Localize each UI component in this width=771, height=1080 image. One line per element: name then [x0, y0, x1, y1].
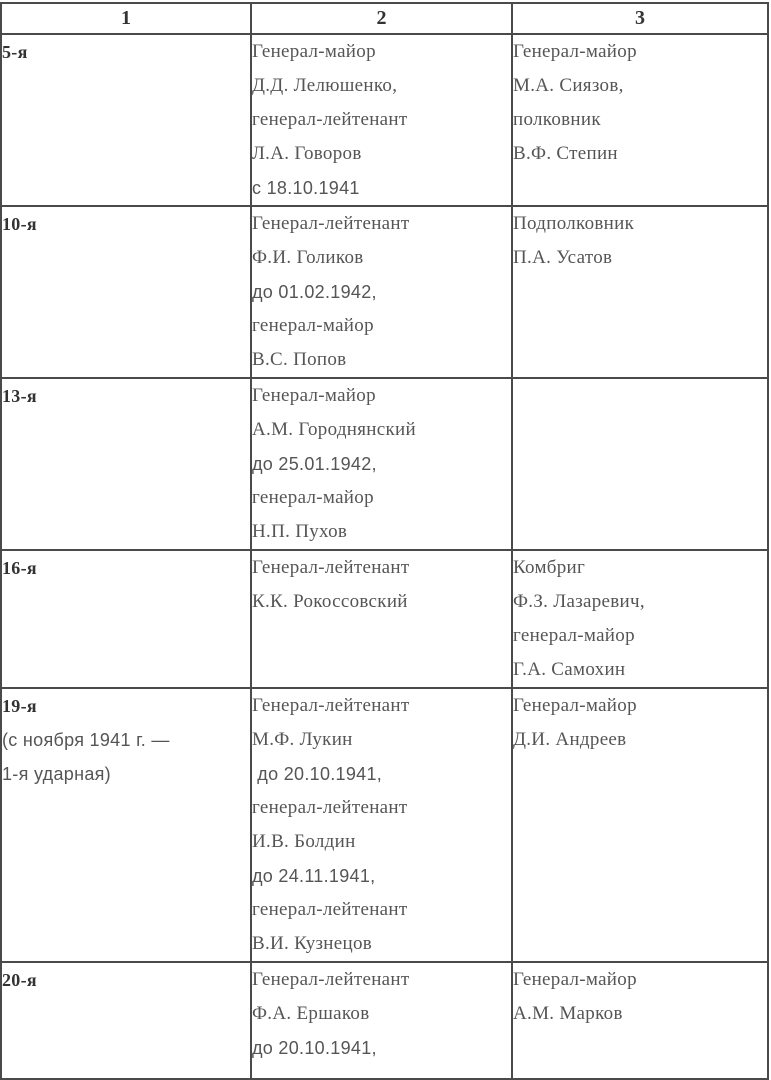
table-row [1, 688, 768, 962]
army-name: 13-я [2, 386, 37, 406]
commander-line: Ф.А. Ершаков [252, 1003, 370, 1024]
commander-line: генерал-майор [252, 487, 374, 508]
commander-line: генерал-лейтенант [252, 899, 408, 920]
commander-line: Н.П. Пухов [252, 521, 348, 542]
army-cell [1, 688, 251, 962]
table-row [1, 34, 768, 206]
army-cell [1, 34, 251, 206]
staff-cell [512, 688, 768, 962]
commander-line: Л.А. Говоров [252, 143, 362, 164]
commander-line: до 20.10.1941, [252, 764, 383, 784]
column-header-3: 3 [512, 3, 768, 34]
staff-cell [512, 34, 768, 206]
staff-line: Генерал-майор [513, 41, 637, 62]
army-cell [1, 378, 251, 550]
commander-line: Д.Д. Лелюшенко, [252, 75, 398, 96]
commander-cell [251, 688, 512, 962]
commander-line: Генерал-лейтенант [252, 213, 410, 234]
army-note: (с ноября 1941 г. — [2, 730, 170, 750]
commander-line: Генерал-лейтенант [252, 695, 410, 716]
staff-cell [512, 206, 768, 378]
commander-line: И.В. Болдин [252, 831, 356, 852]
staff-line: полковник [513, 109, 601, 130]
table-row [1, 206, 768, 378]
commander-line: Генерал-лейтенант [252, 969, 410, 990]
commander-line: до 20.10.1941, [252, 1038, 377, 1058]
army-note: 1-я ударная) [2, 764, 111, 784]
army-name: 20-я [2, 970, 37, 990]
commander-line: с 18.10.1941 [252, 178, 360, 198]
staff-cell [512, 962, 768, 1079]
commander-line: генерал-лейтенант [252, 797, 408, 818]
table-row [1, 962, 768, 1079]
column-header-1: 1 [1, 3, 251, 34]
army-name: 10-я [2, 214, 37, 234]
commander-line: до 25.01.1942, [252, 454, 377, 474]
staff-line: Генерал-майор [513, 969, 637, 990]
commander-cell [251, 34, 512, 206]
commander-cell [251, 378, 512, 550]
commander-line: В.С. Попов [252, 349, 347, 370]
commander-line: генерал-лейтенант [252, 109, 408, 130]
commander-cell [251, 550, 512, 688]
army-cell [1, 550, 251, 688]
commander-line: К.К. Рокоссовский [252, 591, 408, 612]
staff-line: Подполковник [513, 213, 635, 234]
army-cell [1, 206, 251, 378]
commander-line: до 01.02.1942, [252, 282, 377, 302]
staff-line: Комбриг [513, 557, 586, 578]
column-header-2: 2 [251, 3, 512, 34]
staff-line: генерал-майор [513, 625, 635, 646]
staff-line: М.А. Сиязов, [513, 75, 624, 96]
commander-line: Генерал-лейтенант [252, 557, 410, 578]
army-cell [1, 962, 251, 1079]
army-name: 5-я [2, 42, 28, 62]
table-row [1, 378, 768, 550]
commander-line: генерал-майор [252, 315, 374, 336]
commander-line: В.И. Кузнецов [252, 933, 373, 954]
army-name: 16-я [2, 558, 37, 578]
staff-line: П.А. Усатов [513, 247, 613, 268]
commander-line: М.Ф. Лукин [252, 729, 353, 750]
staff-line: В.Ф. Степин [513, 143, 618, 164]
commander-line: Генерал-майор [252, 41, 376, 62]
staff-line: Генерал-майор [513, 695, 637, 716]
staff-line: А.М. Марков [513, 1003, 623, 1024]
commander-cell [251, 962, 512, 1079]
staff-line: Г.А. Самохин [513, 659, 626, 680]
commander-line: Генерал-майор [252, 385, 376, 406]
commander-line: А.М. Городнянский [252, 419, 416, 440]
staff-line: Д.И. Андреев [513, 729, 627, 750]
commander-line: Ф.И. Голиков [252, 247, 364, 268]
army-command-table [0, 2, 769, 1080]
army-name: 19-я [2, 696, 37, 716]
staff-line: Ф.З. Лазаревич, [513, 591, 645, 612]
commander-line: до 24.11.1941, [252, 866, 376, 886]
staff-cell [512, 550, 768, 688]
header-row [1, 3, 768, 34]
table-row [1, 550, 768, 688]
commander-cell [251, 206, 512, 378]
staff-cell [512, 378, 768, 550]
